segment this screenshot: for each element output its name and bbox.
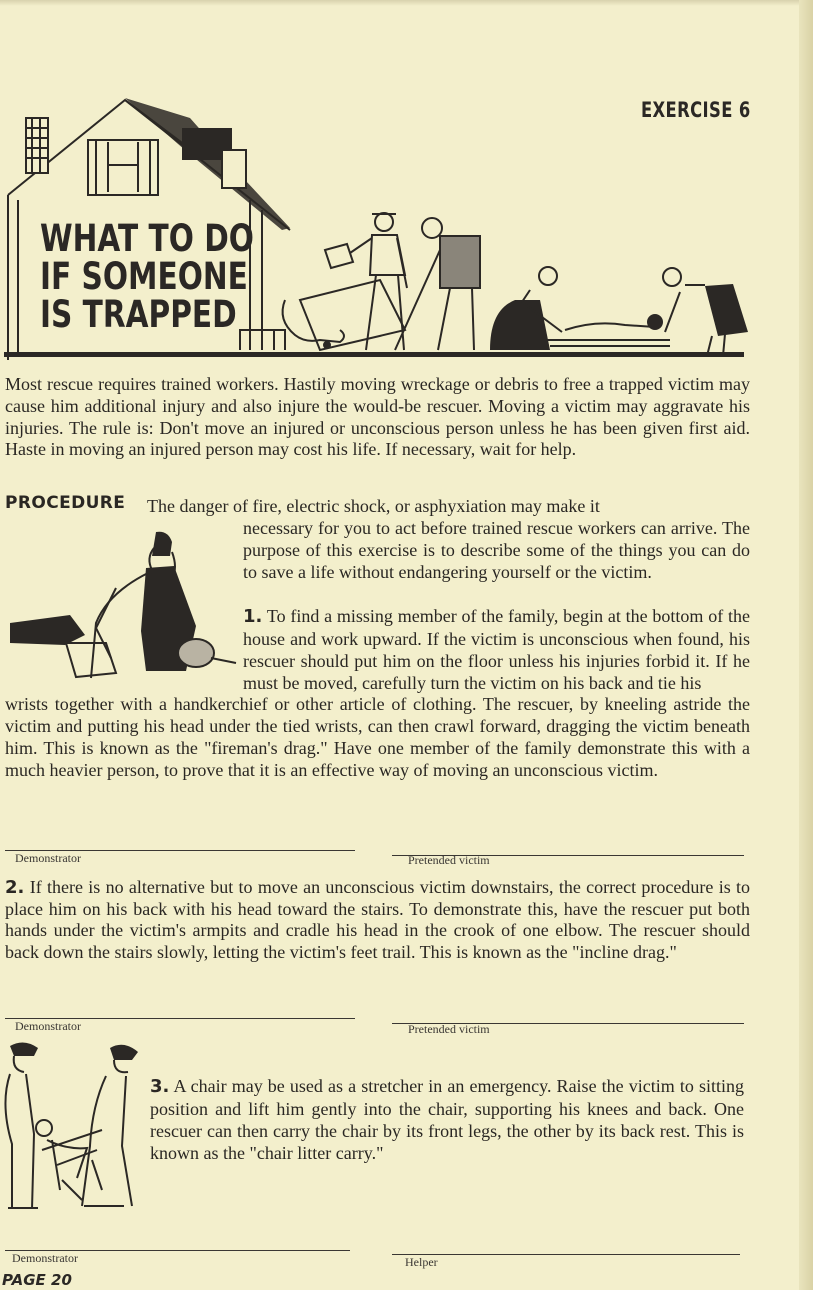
step-1-number: 1. (243, 606, 263, 627)
step-3-paragraph (150, 1075, 744, 1164)
step-1-full: wrists together with a handkerchief or other article of clothing. The rescuer, by kneeling astride the victim and putting his head under the tied wrists, can then crawl forward, dragging the victim beneath him. This is known as the "fireman's drag." Have one member of the family demonstrate this with a much heavier person, to prove that it is an effective way of moving an unconscious victim. (5, 694, 750, 780)
title-line-3: IS TRAPPED (40, 293, 237, 336)
page-number: PAGE 20 (2, 1271, 72, 1289)
step-3-number: 3. (150, 1076, 170, 1097)
page-top-edge (0, 0, 813, 6)
step-3-text: A chair may be used as a stretcher in an emergency. Raise the victim to sitting position and lift him gently into the chair, supporting his knees and back. One rescuer can then carry the chair by its front legs, the other by its back rest. This is known as the "chair litter carry." (150, 1076, 744, 1163)
step-1-wrapped (243, 605, 750, 694)
signature-label-victim-1: Pretended victim (408, 853, 490, 867)
step-1-wrapped-text: To find a missing member of the family, begin at the bottom of the house and work upward. If the victim is unconscious when found, his rescuer should put him on the floor unless his injuries forbid it. If he must be moved, carefully turn the victim on his back and tie his (243, 606, 750, 693)
signature-label-demonstrator-2: Demonstrator (15, 1019, 81, 1033)
signature-label-helper-3: Helper (405, 1255, 438, 1269)
step-2-paragraph (5, 877, 750, 963)
step-2-number: 2. (5, 877, 25, 898)
firemans-drag-illustration-icon (6, 528, 241, 688)
signature-line-helper-3[interactable] (392, 1254, 740, 1255)
procedure-heading: PROCEDURE (5, 493, 126, 513)
signature-label-victim-2: Pretended victim (408, 1022, 490, 1036)
signature-label-demonstrator-1: Demonstrator (15, 851, 81, 865)
exercise-label: EXERCISE 6 (641, 98, 751, 122)
signature-label-demonstrator-3: Demonstrator (12, 1251, 78, 1265)
procedure-continued: necessary for you to act before trained rescue workers can arrive. The purpose of this exercise is to describe some of the things you can do to save a life without endangering yourself or the victim. (243, 518, 750, 582)
chair-litter-carry-illustration-icon (2, 1040, 144, 1215)
step-2-text: If there is no alternative but to move an unconscious victim downstairs, the correct procedure is to place him on his back with his head toward the stairs. To demonstrate this, have the rescuer put both hands under the victim's armpits and cradle his head in the crook of one elbow. The rescuer should back down the stairs slowly, letting the victim's feet trail. This is known as the "incline drag." (5, 877, 751, 962)
title-line-2: IF SOMEONE (40, 255, 248, 298)
intro-paragraph: Most rescue requires trained workers. Hastily moving wreckage or debris to free a trapped victim may cause him additional injury and also injure the would-be rescuer. Moving a victim may aggravate his injuries. The rule is: Don't move an injured or unconscious person unless he has been given first aid. Haste in moving an injured person may cost his life. If necessary, wait for help. (5, 374, 750, 460)
title-line-1: WHAT TO DO (40, 217, 254, 260)
procedure-first-line: The danger of fire, electric shock, or asphyxiation may make it (147, 496, 600, 516)
page-right-edge (799, 0, 813, 1290)
page-title (40, 217, 254, 336)
